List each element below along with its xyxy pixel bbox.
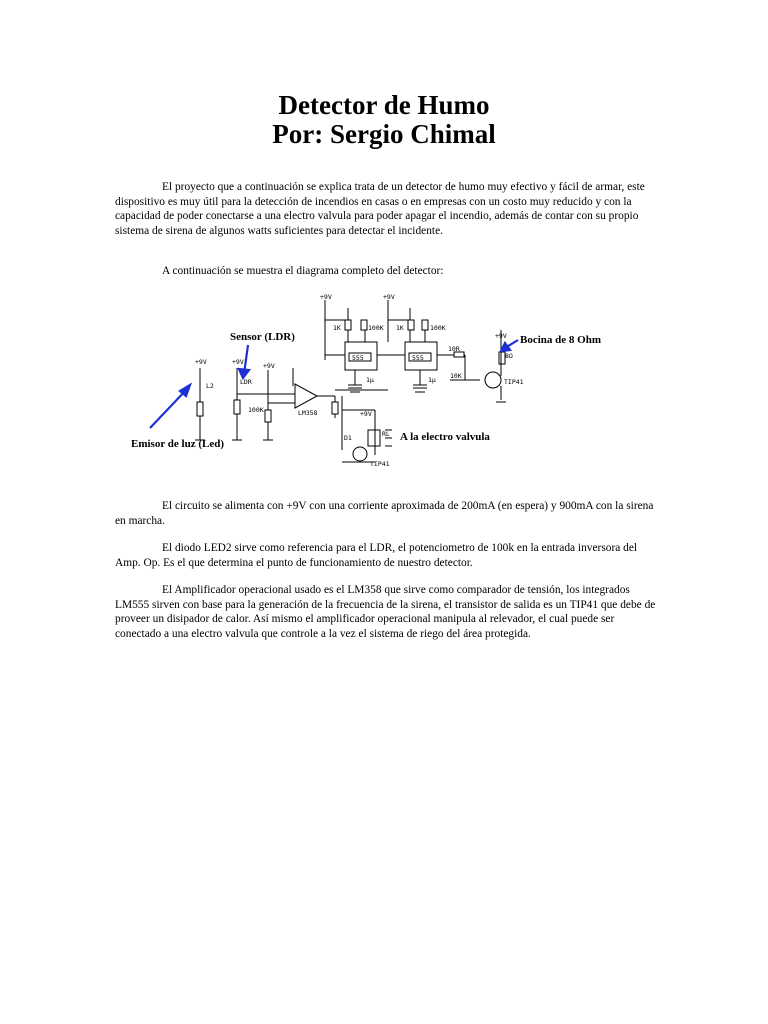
ic-555-label: 555 xyxy=(412,354,424,362)
supply-label: +9V xyxy=(195,358,207,366)
paragraph-power-text: El circuito se alimenta con +9V con una corriente aproximada de 200mA (en espera) y 900mA con la sirena en marcha. xyxy=(115,500,654,527)
resistor-10r-label: 10R xyxy=(448,345,460,353)
callout-valve: A la electro valvula xyxy=(400,431,490,443)
callout-horn: Bocina de 8 Ohm xyxy=(520,334,601,346)
resistor-1k-label: 1K xyxy=(333,324,341,332)
ldr-label: LDR xyxy=(240,378,252,386)
resistor-10k-label: 10K xyxy=(450,372,462,380)
callout-sensor: Sensor (LDR) xyxy=(230,331,295,343)
paragraph-opamp-text: El Amplificador operacional usado es el LM358 que sirve como comparador de tensión, los integrados LM555 sirven con base para la generación de la frecuencia de la sirena, el transistor de salida es un TIP41 que debe de proveer un disipador de calor. Así mismo el amplificador operacional manipula al relevador, el cual puede ser conectado a una electro valvula que controle a la vez el sistema de riego del área protegida. xyxy=(115,584,656,640)
resistor-1k-label: 1K xyxy=(396,324,404,332)
capacitor-label: 1µ xyxy=(428,376,436,384)
transistor-label: TIP41 xyxy=(504,378,524,386)
transistor-label: TIP41 xyxy=(370,460,390,468)
paragraph-opamp xyxy=(115,583,660,641)
supply-label: +9V xyxy=(495,332,507,340)
paragraph-power xyxy=(115,499,660,528)
circuit-diagram xyxy=(120,290,640,470)
opamp-label: LM358 xyxy=(298,409,318,417)
supply-label: +9V xyxy=(263,362,275,370)
supply-label: +9V xyxy=(320,293,332,301)
capacitor-label: 1µ xyxy=(366,376,374,384)
led-label: L2 xyxy=(206,382,214,390)
paragraph-intro-text: El proyecto que a continuación se explica trata de un detector de humo muy efectivo y fácil de armar, este dispositivo es muy útil para la detección de incendios en casas o en empresas con un costo muy reducido y con la capacidad de poder conectarse a una electro valvula para poder apagar el incendio, además de contar con su propio sistema de sirena de algunos watts suficientes para detectar el incidente. xyxy=(115,181,645,237)
paragraph-diagram-intro-text: A continuación se muestra el diagrama completo del detector: xyxy=(162,265,444,277)
supply-label: +9V xyxy=(360,410,372,418)
speaker-label: 8Ω xyxy=(505,352,513,360)
potentiometer-label: 100K xyxy=(248,406,264,414)
resistor-100k-label: 100K xyxy=(368,324,384,332)
paragraph-diagram-intro xyxy=(115,264,660,279)
paragraph-led xyxy=(115,541,660,570)
relay-label: RL xyxy=(382,430,390,438)
document-author: Por: Sergio Chimal xyxy=(272,119,496,149)
supply-label: +9V xyxy=(383,293,395,301)
resistor-100k-label: 100K xyxy=(430,324,446,332)
diode-label: D1 xyxy=(344,434,352,442)
document-title: Detector de Humo xyxy=(278,90,490,120)
callout-emitter: Emisor de luz (Led) xyxy=(131,438,224,450)
paragraph-led-text: El diodo LED2 sirve como referencia para el LDR, el potenciometro de 100k en la entrada inversora del Amp. Op. Es el que determina el punto de funcionamiento de nuestro detector. xyxy=(115,542,638,569)
supply-label: +9V xyxy=(232,358,244,366)
ic-555-label: 555 xyxy=(352,354,364,362)
paragraph-intro xyxy=(115,180,660,238)
